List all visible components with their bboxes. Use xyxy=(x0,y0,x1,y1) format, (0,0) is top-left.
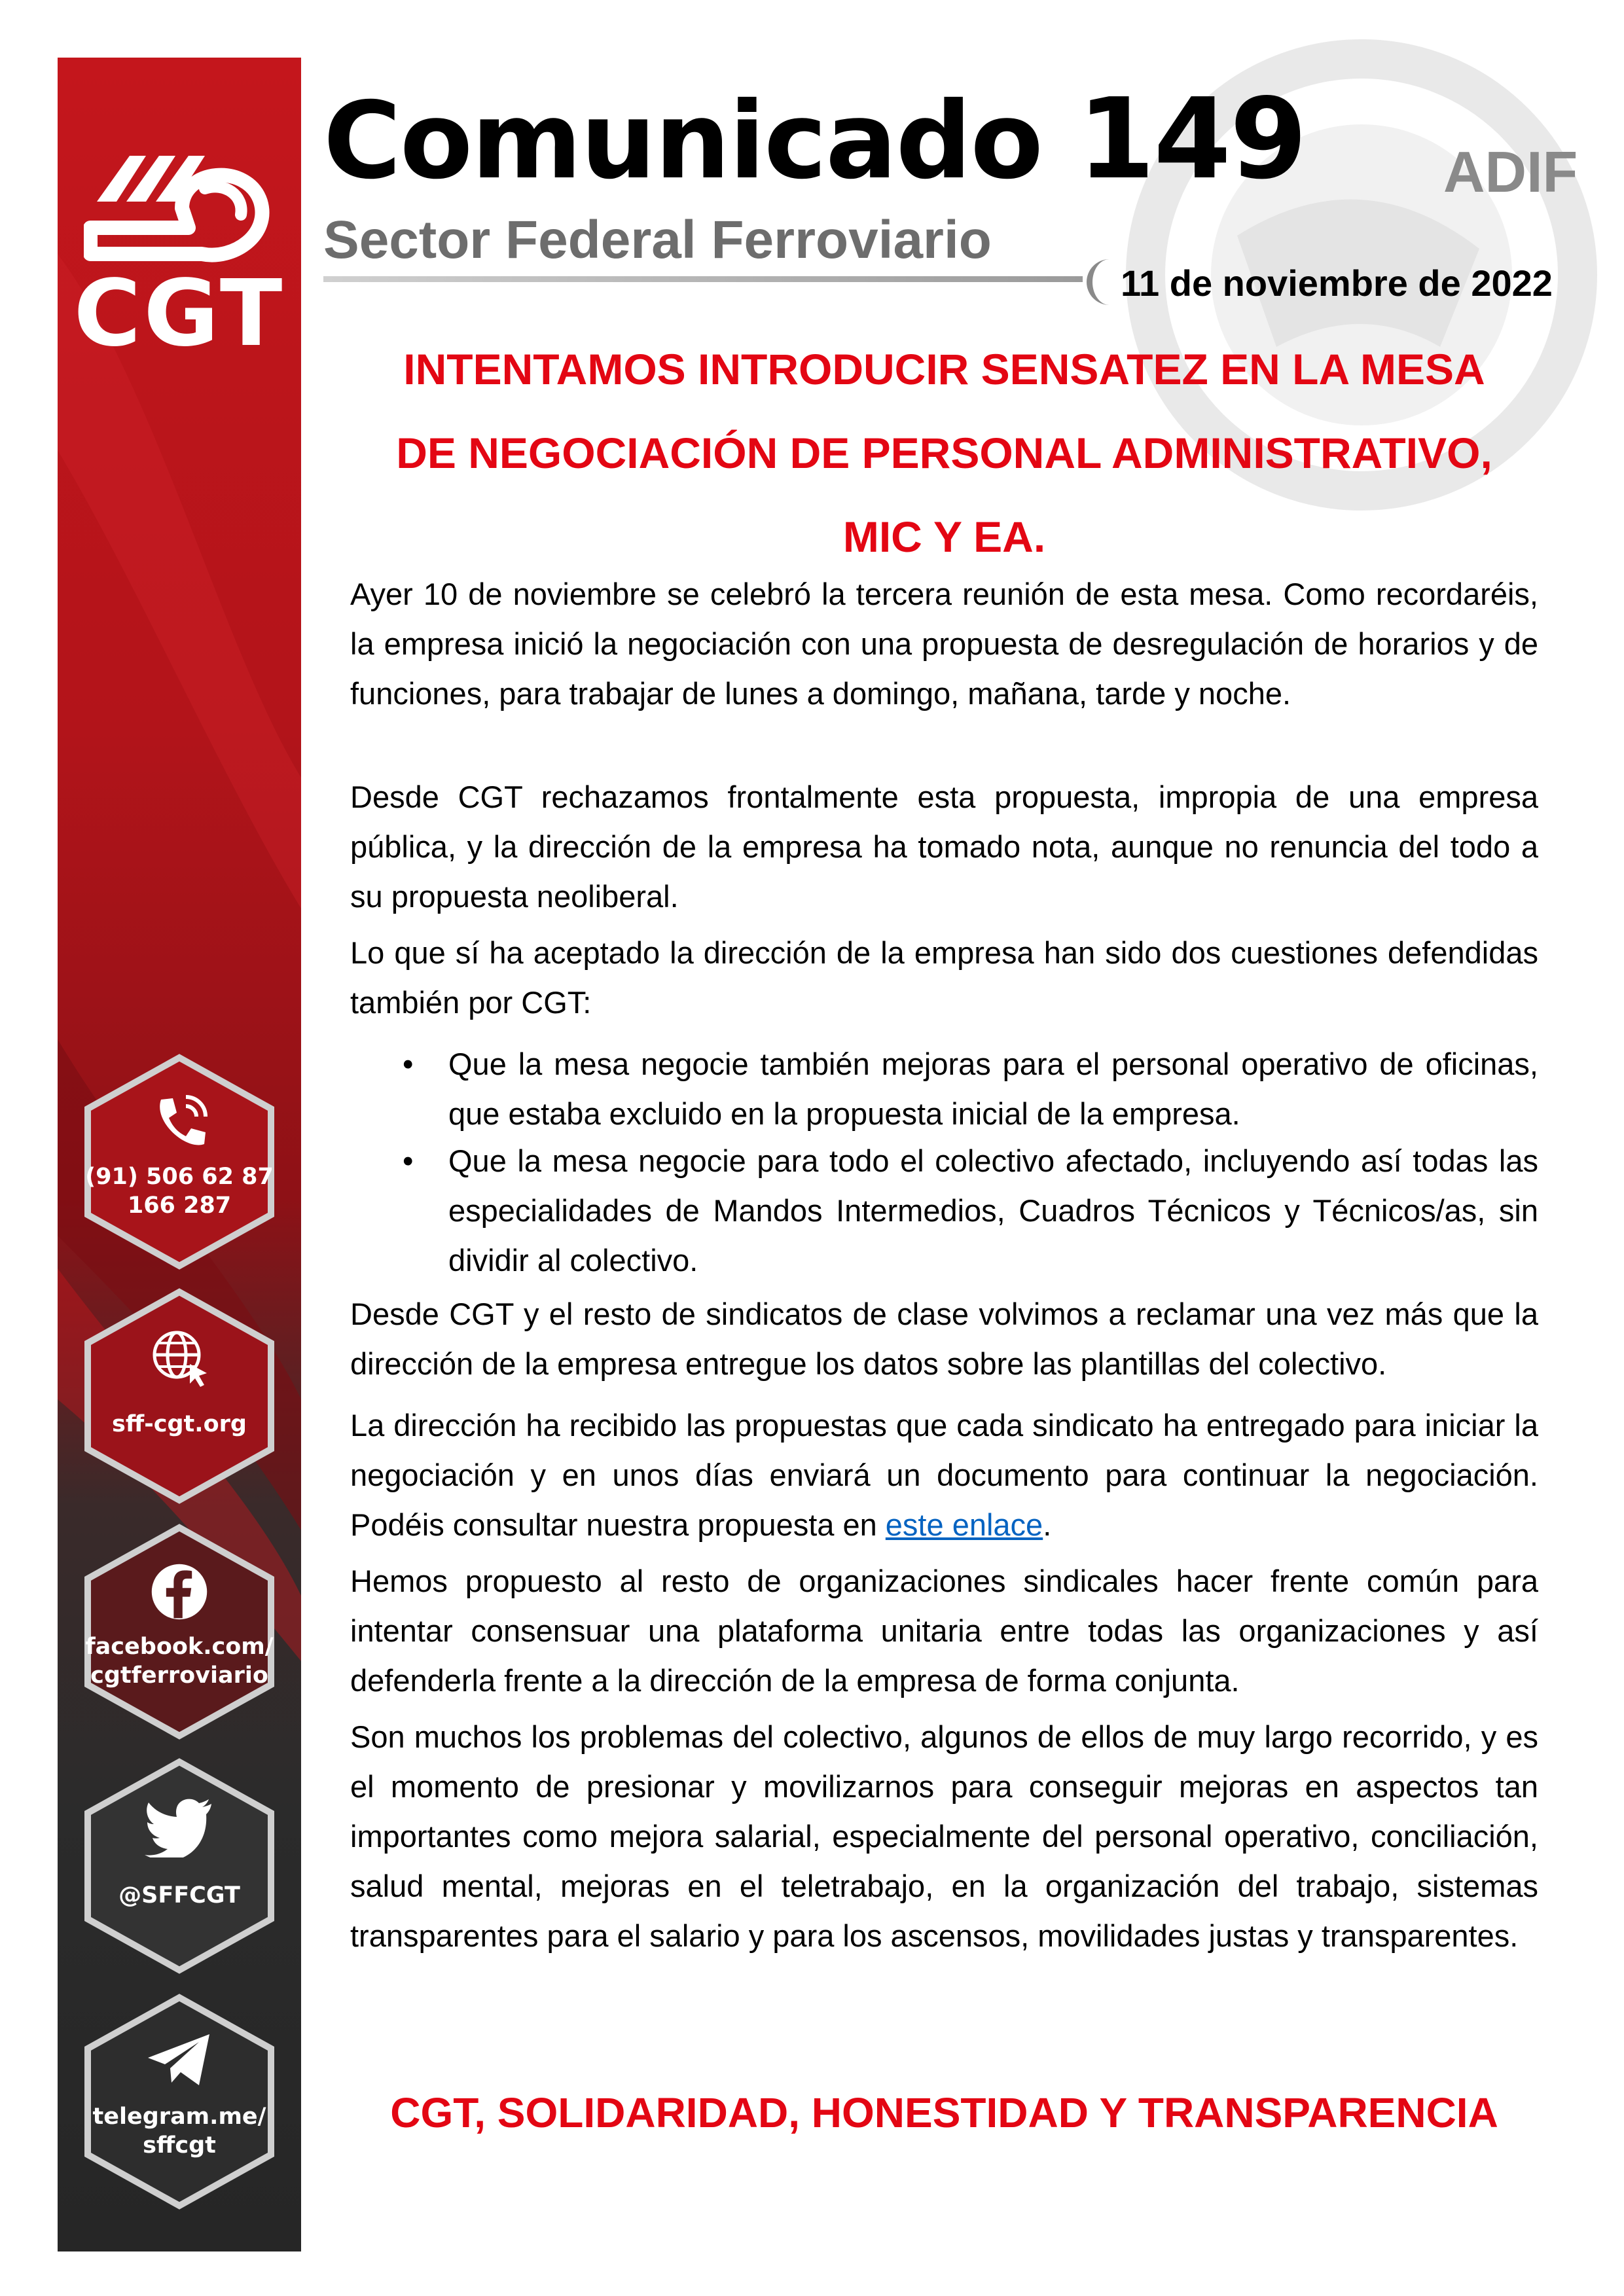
list-item-text: Que la mesa negocie para todo el colectivo afectado, incluyendo así todas las especialidades de Mandos Intermedios, Cuadros Técnicos y Técnicos/as, sin dividir al colectivo. xyxy=(448,1143,1538,1278)
twitter-icon xyxy=(82,1795,276,1861)
contact-facebook[interactable] xyxy=(82,1522,276,1741)
paragraph-5-end: . xyxy=(1043,1507,1052,1542)
contact-website[interactable] xyxy=(82,1287,276,1505)
headline xyxy=(350,327,1538,579)
phone-number: (91) 506 62 87 xyxy=(85,1164,274,1190)
sidebar xyxy=(58,58,301,2251)
publication-date: 11 de noviembre de 2022 xyxy=(1121,262,1553,304)
headline-line: INTENTAMOS INTRODUCIR SENSATEZ EN LA MESA xyxy=(403,345,1485,393)
sector-subtitle: Sector Federal Ferroviario xyxy=(323,210,992,270)
title-number: 149 xyxy=(1077,75,1307,204)
list-item-text: Que la mesa negocie también mejoras para el personal operativo de oficinas, que estaba excluido en la propuesta inicial de la empresa. xyxy=(448,1047,1538,1131)
website-url: sff-cgt.org xyxy=(112,1411,247,1437)
headline-line: MIC Y EA. xyxy=(842,512,1046,561)
paragraph-7: Son muchos los problemas del colectivo, algunos de ellos de muy largo recorrido, y es el momento de presionar y movilizarnos para conseguir mejoras en aspectos tan importantes como mejora salarial, especialmente del personal operativo, conciliación, salud mental, mejoras en el teletrabajo, en la organización del trabajo, sistemas transparentes para el salario y para los ascensos, movilidades justas y transparentes. xyxy=(350,1719,1538,1953)
cgt-fist-logo xyxy=(84,110,280,267)
paragraph-5-text: La dirección ha recibido las propuestas que cada sindicato ha entregado para iniciar la negociación y en unos días enviará un documento para continuar la negociación. Podéis consultar nuestra propuesta en xyxy=(350,1408,1538,1542)
phone-icon xyxy=(82,1090,276,1159)
facebook-icon xyxy=(82,1560,276,1626)
phone-extension: 166 287 xyxy=(127,1193,232,1219)
paragraph-6: Hemos propuesto al resto de organizaciones sindicales hacer frente común para intentar consensuar una plataforma unitaria entre todas las organizaciones y así defenderla frente a la dirección de la empresa de forma conjunta. xyxy=(350,1564,1538,1698)
telegram-url-line2: sffcgt xyxy=(143,2132,216,2159)
paragraph-4: Desde CGT y el resto de sindicatos de clase volvimos a reclamar una vez más que la dirección de la empresa entregue los datos sobre las plantillas del colectivo. xyxy=(350,1297,1538,1381)
paragraph-5 xyxy=(350,1401,1538,1550)
bullet-icon: • xyxy=(403,1143,414,1178)
paragraph-2: Desde CGT rechazamos frontalmente esta propuesta, impropia de una empresa pública, y la dirección de la empresa ha tomado nota, aunque no renuncia del todo a su propuesta neoliberal. xyxy=(350,780,1538,914)
facebook-url-line1: facebook.com/ xyxy=(85,1634,274,1660)
headline-line: DE NEGOCIACIÓN DE PERSONAL ADMINISTRATIVO, xyxy=(396,429,1492,477)
title-word: Comunicado xyxy=(323,80,1042,203)
contact-twitter[interactable] xyxy=(82,1757,276,1975)
globe-icon xyxy=(82,1325,276,1393)
facebook-url-line2: cgtferroviario xyxy=(90,1662,268,1689)
twitter-handle: @SFFCGT xyxy=(118,1882,240,1909)
bullet-icon: • xyxy=(403,1047,414,1081)
contact-telegram[interactable] xyxy=(82,1992,276,2211)
cgt-logo-text: CGT xyxy=(73,260,285,367)
closing-slogan: CGT, SOLIDARIDAD, HONESTIDAD Y TRANSPARENCIA xyxy=(390,2089,1498,2136)
sector-underline xyxy=(323,276,1083,282)
company-label: ADIF xyxy=(1443,139,1578,204)
page-title xyxy=(323,77,1306,204)
paragraph-3: Lo que sí ha aceptado la dirección de la empresa han sido dos cuestiones defendidas también por CGT: xyxy=(350,935,1538,1020)
paragraph-1: Ayer 10 de noviembre se celebró la tercera reunión de esta mesa. Como recordaréis, la empresa inició la negociación con una propuesta de desregulación de horarios y de funciones, para trabajar de lunes a domingo, mañana, tarde y noche. xyxy=(350,577,1538,711)
proposal-link[interactable]: este enlace xyxy=(885,1507,1043,1542)
contact-phone xyxy=(82,1052,276,1271)
telegram-icon xyxy=(82,2030,276,2092)
telegram-url-line1: telegram.me/ xyxy=(92,2104,266,2130)
